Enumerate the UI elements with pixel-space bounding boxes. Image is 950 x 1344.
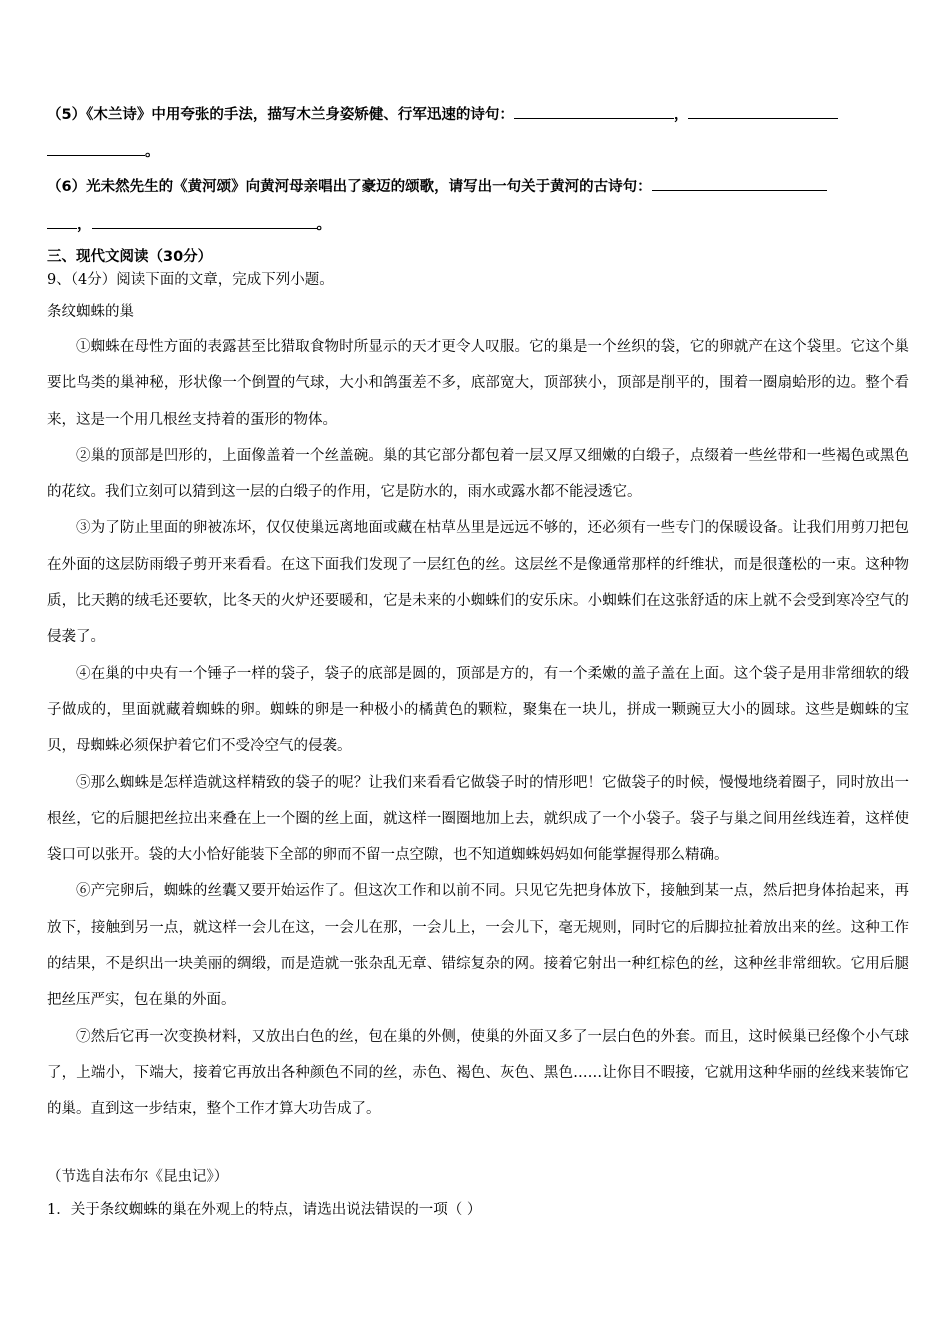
article-body bbox=[47, 329, 909, 1128]
answer-blank-5b[interactable] bbox=[688, 104, 838, 119]
question-5-continuation bbox=[47, 141, 907, 161]
sub-question-1: 1．关于条纹蜘蛛的巢在外观上的特点，请选出说法错误的一项（ ） bbox=[47, 1202, 482, 1218]
question-6-separator: ， bbox=[77, 217, 92, 233]
answer-blank-6b[interactable] bbox=[47, 214, 77, 229]
article-paragraph-1: ①蜘蛛在母性方面的表露甚至比猎取食物时所显示的天才更令人叹服。它的巢是一个丝织的袋，它的卵就产在这个袋里。它这个巢要比鸟类的巢神秘，形状像一个倒置的气球，大小和鸽蛋差不多，底部宽大，顶部狭小，顶部是削平的，围着一圈扇蛤形的边。整个看来，这是一个用几根丝支持着的蛋形的物体。 bbox=[47, 339, 909, 428]
answer-blank-5a[interactable] bbox=[514, 104, 674, 119]
article-paragraph-4: ④在巢的中央有一个锤子一样的袋子，袋子的底部是圆的，顶部是方的，有一个柔嫩的盖子盖在上面。这个袋子是用非常细软的缎子做成的，里面就藏着蜘蛛的卵。蜘蛛的卵是一种极小的橘黄色的颗粒，聚集在一块儿，拼成一颗豌豆大小的圆球。这些是蜘蛛的宝贝，母蜘蛛必须保护着它们不受冷空气的侵袭。 bbox=[47, 665, 909, 755]
question-5 bbox=[47, 104, 907, 124]
answer-blank-6a[interactable] bbox=[652, 176, 827, 191]
question-6-number: （6） bbox=[47, 179, 87, 195]
question-6 bbox=[47, 176, 907, 196]
reading-question-line: 9、（4分）阅读下面的文章，完成下列小题。 bbox=[47, 272, 334, 288]
question-5-separator: ， bbox=[673, 107, 689, 123]
question-6-end: 。 bbox=[316, 217, 331, 233]
article-paragraph-3: ③为了防止里面的卵被冻坏，仅仅使巢远离地面或藏在枯草丛里是远远不够的，还必须有一些专门的保暖设备。让我们用剪刀把包在外面的这层防雨缎子剪开来看看。在这下面我们发现了一层红色的丝。这层丝不是像通常那样的纤维状，而是很蓬松的一束。这种物质，比天鹅的绒毛还要软，比冬天的火炉还要暖和，它是未来的小蜘蛛们的安乐床。小蜘蛛们在这张舒适的床上就不会受到寒冷空气的侵袭了。 bbox=[47, 520, 909, 646]
article-paragraph-5: ⑤那么蜘蛛是怎样造就这样精致的袋子的呢？让我们来看看它做袋子时的情形吧！它做袋子的时候，慢慢地绕着圈子，同时放出一根丝，它的后腿把丝拉出来叠在上一个圈的丝上面，就这样一圈圈地加上去，就织成了一个小袋子。袋子与巢之间用丝线连着，这样使袋口可以张开。袋的大小恰好能装下全部的卵而不留一点空隙，也不知道蜘蛛妈妈如何能掌握得那么精确。 bbox=[47, 774, 909, 864]
answer-blank-5c[interactable] bbox=[47, 141, 145, 156]
answer-blank-6c[interactable] bbox=[92, 214, 317, 229]
article-paragraph-7: ⑦然后它再一次变换材料，又放出白色的丝，包在巢的外侧，使巢的外面又多了一层白色的外套。而且，这时候巢已经像个小气球了，上端小，下端大，接着它再放出各种颜色不同的丝，赤色、褐色、灰色、黑色……让你目不暇接，它就用这种华丽的丝线来装饰它的巢。直到这一步结束，整个工作才算大功告成了。 bbox=[47, 1028, 909, 1118]
section-heading: 三、现代文阅读（30分） bbox=[47, 249, 213, 265]
question-5-text: 《木兰诗》中用夸张的手法，描写木兰身姿矫健、行军迅速的诗句： bbox=[86, 107, 514, 123]
question-6-text: 光未然先生的《黄河颂》向黄河母亲唱出了豪迈的颂歌，请写出一句关于黄河的古诗句： bbox=[86, 179, 652, 195]
article-source: （节选自法布尔《昆虫记》） bbox=[47, 1169, 229, 1185]
question-5-end: 。 bbox=[145, 144, 160, 160]
article-paragraph-2: ②巢的顶部是凹形的，上面像盖着一个丝盖碗。巢的其它部分都包着一层又厚又细嫩的白缎子，点缀着一些丝带和一些褐色或黑色的花纹。我们立刻可以猜到这一层的白缎子的作用，它是防水的，雨水或露水都不能浸透它。 bbox=[47, 447, 909, 501]
article-paragraph-6: ⑥产完卵后，蜘蛛的丝囊又要开始运作了。但这次工作和以前不同。只见它先把身体放下，接触到某一点，然后把身体抬起来，再放下，接触到另一点，就这样一会儿在这，一会儿在那，一会儿上，一会儿下，毫无规则，同时它的后脚拉扯着放出来的丝。这种工作的结果，不是织出一块美丽的绸缎，而是造就一张杂乱无章、错综复杂的网。接着它射出一种红棕色的丝，这种丝非常细软。它用后腿把丝压严实，包在巢的外面。 bbox=[47, 883, 909, 1009]
question-6-continuation bbox=[47, 214, 907, 234]
question-5-number: （5） bbox=[47, 107, 87, 123]
article-title: 条纹蜘蛛的巢 bbox=[47, 304, 134, 320]
